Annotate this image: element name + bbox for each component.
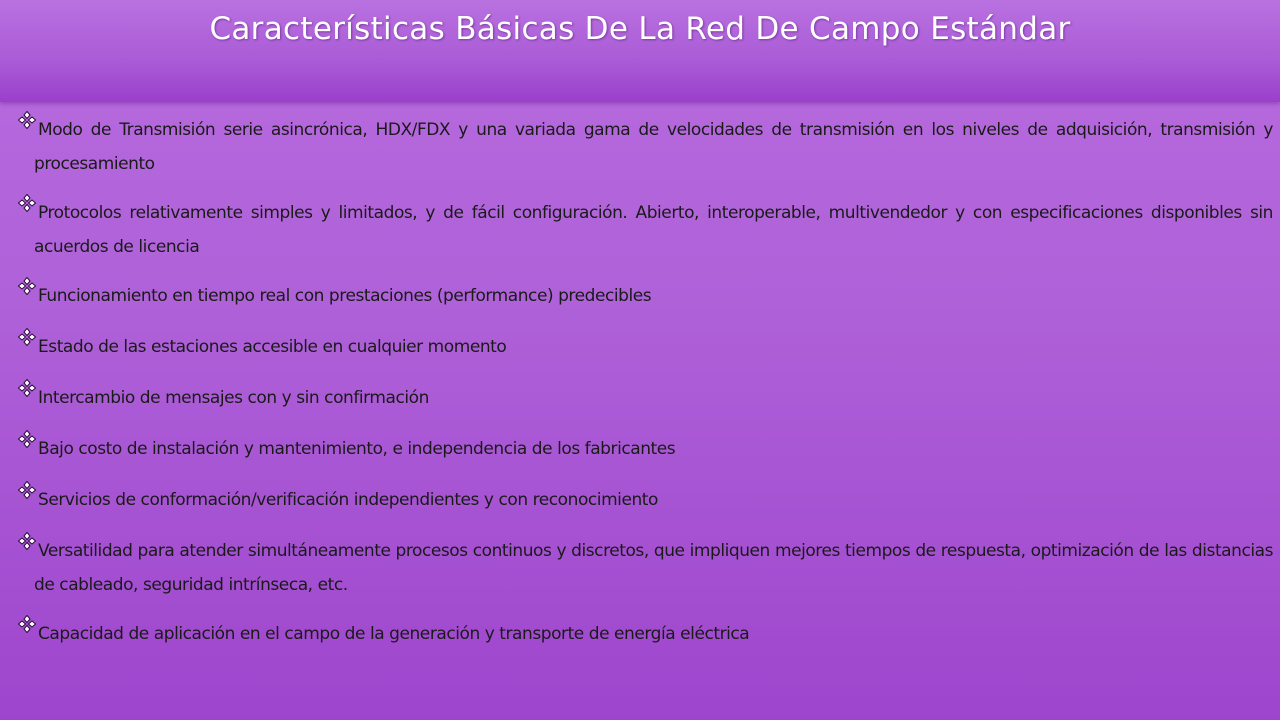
list-item-text: Protocolos relativamente simples y limitados, y de fácil configuración. Abierto, interoperable, multivendedor y con especificaciones disponibles sin acuerdos de licencia [34, 203, 1273, 257]
list-item-text: Servicios de conformación/verificación independientes y con reconocimiento [38, 490, 658, 510]
list-item [18, 279, 1273, 313]
four-diamond-bullet-icon [18, 277, 36, 295]
bullet-list [18, 113, 1273, 668]
list-item-text: Versatilidad para atender simultáneamente procesos continuos y discretos, que impliquen mejores tiempos de respuesta, optimización de las distancias de cableado, seguridad intrínseca, etc. [34, 541, 1273, 595]
four-diamond-bullet-icon [18, 111, 36, 129]
list-item-text: Funcionamiento en tiempo real con prestaciones (performance) predecibles [38, 286, 652, 306]
slide-title: Características Básicas De La Red De Campo Estándar [209, 11, 1071, 47]
list-item [18, 381, 1273, 415]
list-item-text: Intercambio de mensajes con y sin confirmación [38, 388, 429, 408]
list-item [18, 432, 1273, 466]
list-item-text: Modo de Transmisión serie asincrónica, HDX/FDX y una variada gama de velocidades de transmisión en los niveles de adquisición, transmisión y procesamiento [34, 120, 1273, 174]
list-item [18, 113, 1273, 181]
list-item [18, 196, 1273, 264]
four-diamond-bullet-icon [18, 615, 36, 633]
list-item-text: Estado de las estaciones accesible en cualquier momento [38, 337, 507, 357]
four-diamond-bullet-icon [18, 481, 36, 499]
four-diamond-bullet-icon [18, 194, 36, 212]
list-item [18, 483, 1273, 517]
list-item [18, 617, 1273, 651]
four-diamond-bullet-icon [18, 379, 36, 397]
title-bar [0, 0, 1280, 102]
list-item-text: Capacidad de aplicación en el campo de la generación y transporte de energía eléctrica [38, 624, 750, 644]
four-diamond-bullet-icon [18, 430, 36, 448]
list-item [18, 534, 1273, 602]
list-item [18, 330, 1273, 364]
four-diamond-bullet-icon [18, 328, 36, 346]
list-item-text: Bajo costo de instalación y mantenimiento, e independencia de los fabricantes [38, 439, 676, 459]
four-diamond-bullet-icon [18, 532, 36, 550]
